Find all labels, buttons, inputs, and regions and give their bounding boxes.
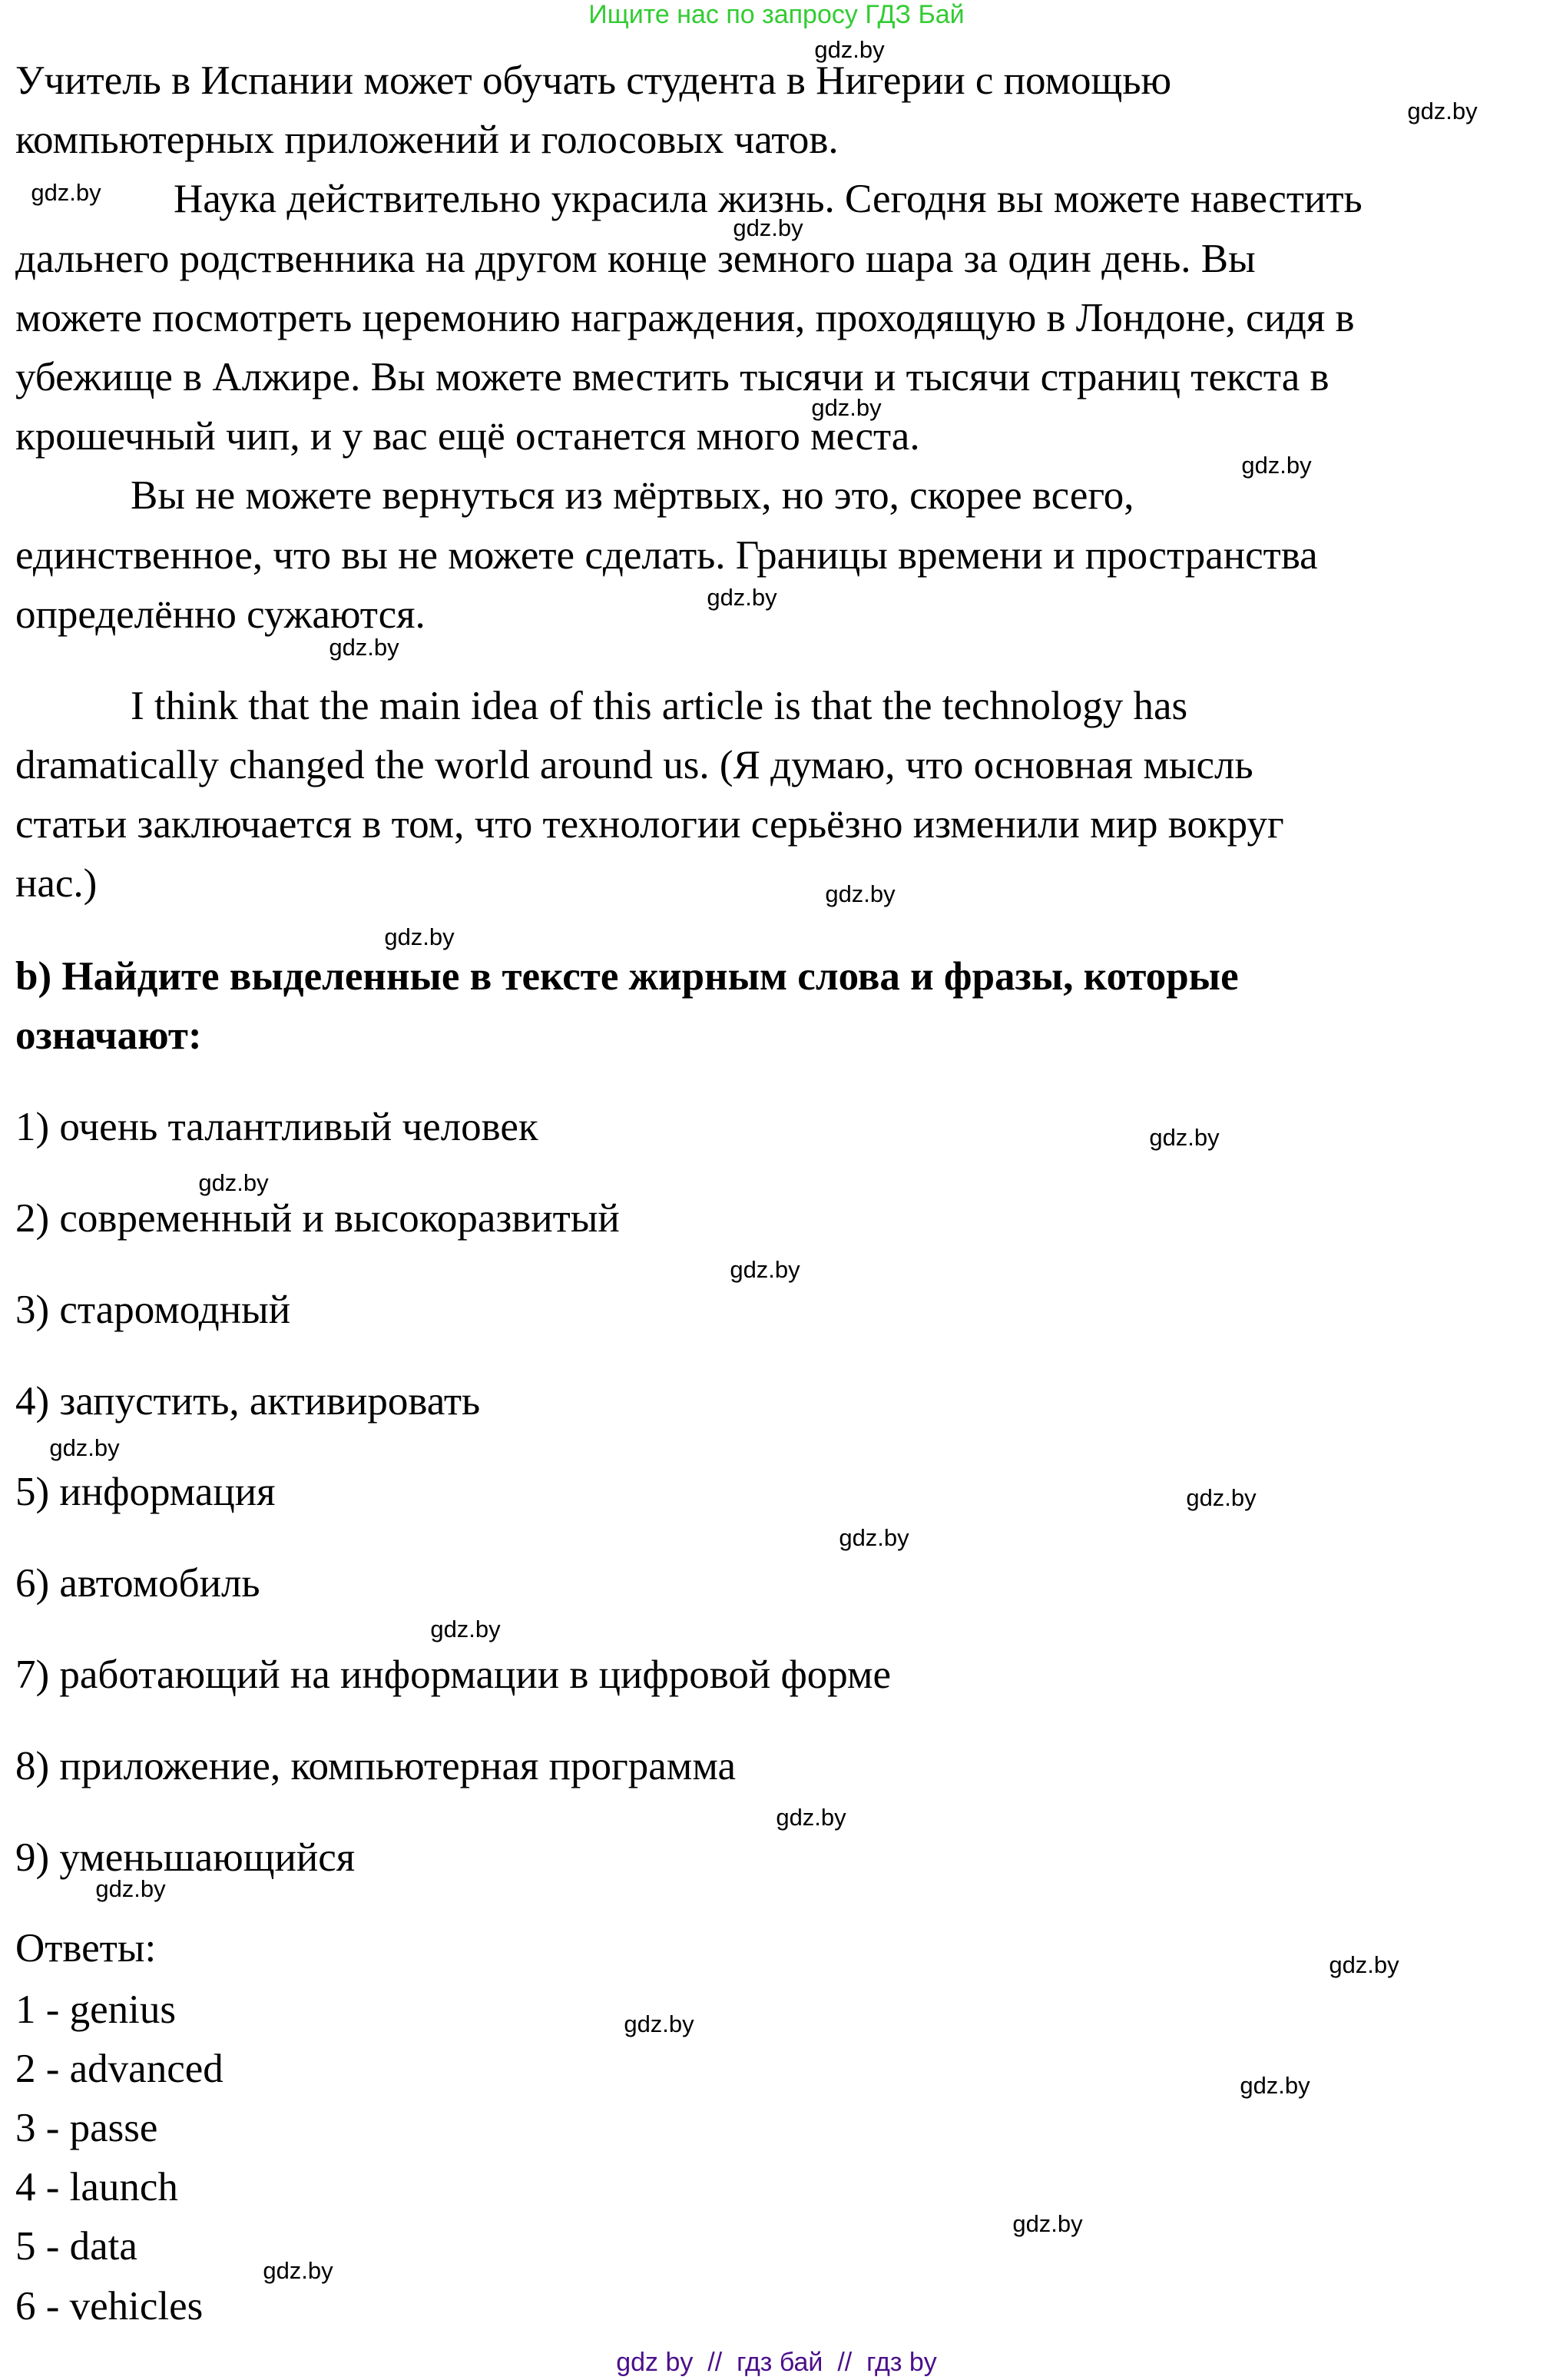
answer-item: 4 - launch	[15, 2165, 178, 2209]
watermark: gdz.by	[49, 1434, 120, 1461]
watermark: gdz.by	[384, 923, 455, 950]
text-line: Вы не можете вернуться из мёртвых, но это, скорее всего,	[131, 473, 1134, 518]
list-item: 1) очень талантливый человек	[15, 1105, 538, 1149]
watermark: gdz.by	[1240, 2072, 1310, 2099]
text-line: дальнего родственника на другом конце земного шара за один день. Вы	[15, 237, 1256, 281]
list-item: 7) работающий на информации в цифровой форме	[15, 1652, 892, 1697]
watermark: gdz.by	[198, 1169, 269, 1196]
watermark: gdz.by	[430, 1616, 501, 1642]
watermark: gdz.by	[825, 880, 896, 907]
text-line: Наука действительно украсила жизнь. Сегодня вы можете навестить	[174, 177, 1363, 221]
answers-title: Ответы:	[15, 1926, 157, 1971]
text-line: определённо сужаются.	[15, 592, 426, 637]
watermark: gdz.by	[1149, 1124, 1220, 1151]
list-item: 6) автомобиль	[15, 1561, 260, 1606]
watermark: gdz.by	[95, 1875, 166, 1902]
text-line: Учитель в Испании может обучать студента в Нигерии с помощью	[15, 58, 1172, 103]
watermark: gdz.by	[839, 1524, 909, 1551]
watermark: gdz.by	[707, 584, 777, 611]
watermark: gdz.by	[733, 214, 803, 241]
answer-item: 1 - genius	[15, 1987, 177, 2032]
watermark: gdz.by	[814, 36, 885, 63]
list-item: 3) старомодный	[15, 1288, 291, 1332]
task-heading: означают:	[15, 1013, 202, 1058]
list-item: 5) информация	[15, 1470, 276, 1514]
watermark: gdz.by	[263, 2257, 333, 2284]
list-item: 8) приложение, компьютерная программа	[15, 1744, 737, 1788]
text-line: убежище в Алжире. Вы можете вместить тысячи и тысячи страниц текста в	[15, 355, 1329, 399]
watermark: gdz.by	[1012, 2210, 1083, 2237]
task-heading: b) Найдите выделенные в тексте жирным слова и фразы, которые	[15, 954, 1239, 999]
watermark: gdz.by	[811, 394, 882, 421]
text-line: можете посмотреть церемонию награждения, проходящую в Лондоне, сидя в	[15, 296, 1355, 340]
footer-links: gdz by // гдз бай // гдз by	[616, 2348, 937, 2377]
watermark: gdz.by	[624, 2010, 694, 2037]
watermark: gdz.by	[31, 179, 101, 206]
watermark: gdz.by	[730, 1256, 800, 1283]
list-item: 4) запустить, активировать	[15, 1379, 481, 1424]
watermark: gdz.by	[776, 1804, 846, 1831]
answer-item: 2 - advanced	[15, 2047, 224, 2091]
watermark: gdz.by	[1241, 452, 1312, 479]
answer-item: 6 - vehicles	[15, 2284, 204, 2329]
watermark: gdz.by	[1407, 98, 1478, 124]
watermark: gdz.by	[329, 634, 399, 661]
watermark: gdz.by	[1186, 1484, 1257, 1511]
text-line: dramatically changed the world around us. (Я думаю, что основная мысль	[15, 743, 1253, 787]
answer-item: 3 - passe	[15, 2106, 158, 2150]
answer-item: 5 - data	[15, 2224, 137, 2269]
list-item: 9) уменьшающийся	[15, 1835, 356, 1880]
text-line: статьи заключается в том, что технологии серьёзно изменили мир вокруг	[15, 802, 1284, 847]
text-line: компьютерных приложений и голосовых чатов.	[15, 118, 839, 162]
text-line: нас.)	[15, 861, 98, 906]
text-line: крошечный чип, и у вас ещё останется много места.	[15, 414, 920, 459]
search-banner: Ищите нас по запросу ГДЗ Бай	[588, 0, 965, 29]
list-item: 2) современный и высокоразвитый	[15, 1196, 620, 1241]
text-line: единственное, что вы не можете сделать. Границы времени и пространства	[15, 533, 1318, 578]
watermark: gdz.by	[1329, 1951, 1399, 1978]
text-line: I think that the main idea of this article is that the technology has	[131, 684, 1188, 728]
